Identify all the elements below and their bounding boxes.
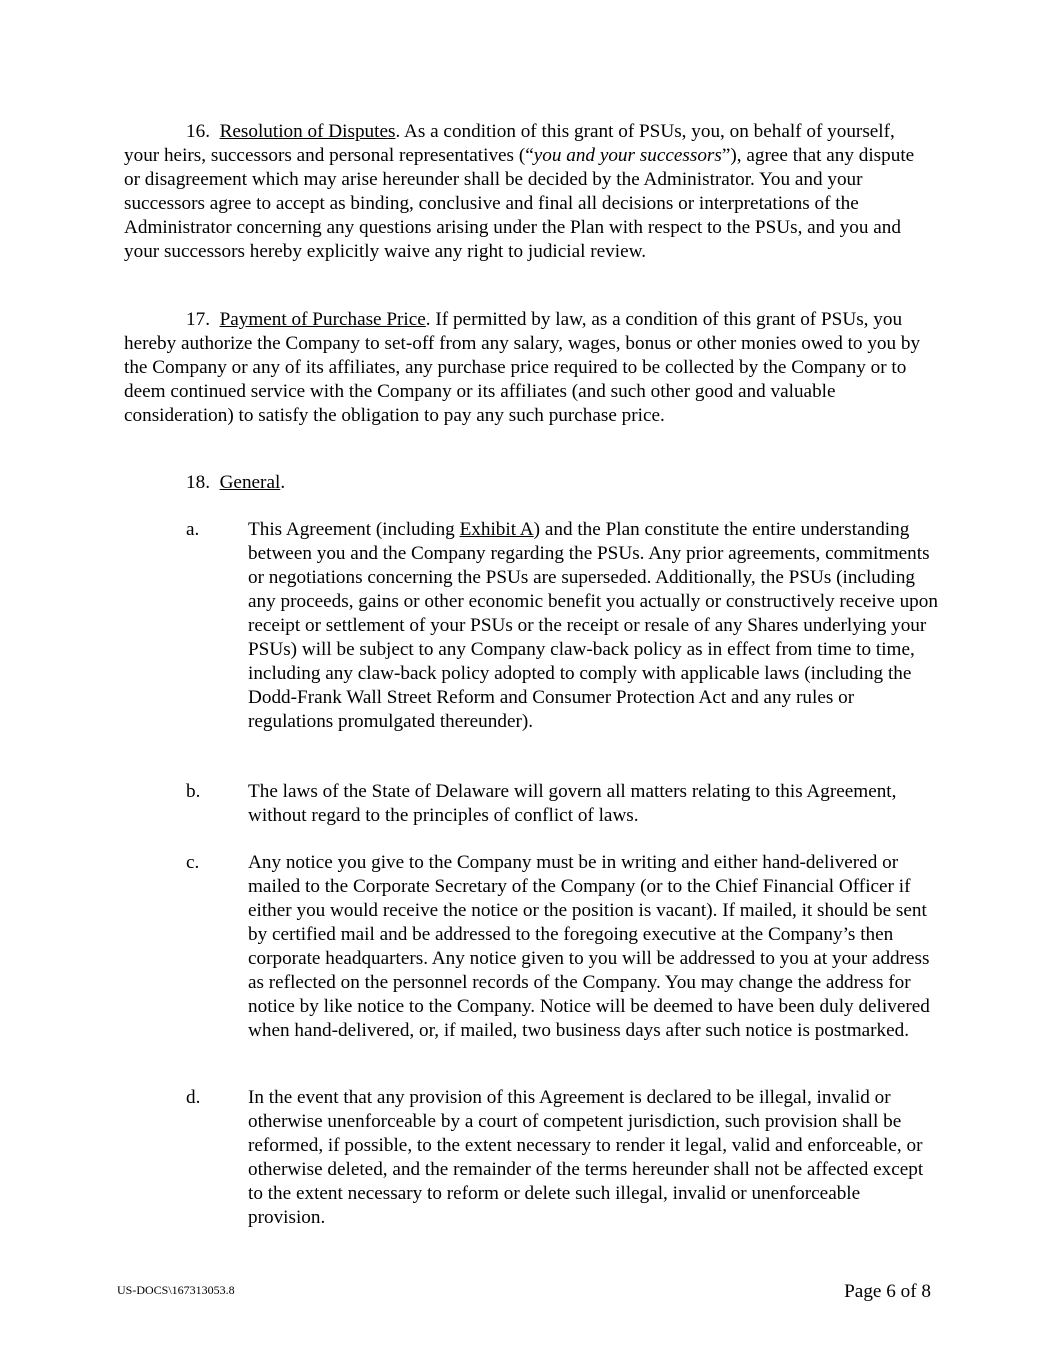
section-17-number: 17. xyxy=(186,309,210,330)
section-16-italic: you and your successors xyxy=(533,145,722,166)
item-a-text-1: This Agreement (including xyxy=(248,519,460,540)
item-a-text-2: ) and the Plan constitute the entire understanding between you and the Company regarding the PSUs. Any prior agreements, commitments or negotiations concerning the PSUs are superseded. Additionally, the PSUs (including any proceeds, gains or other economic benefit you actually or constructively receive upon receipt or settlement of your PSUs or the receipt or resale of any Shares underlying your PSUs) will be subject to any Company claw-back policy as in effect from time to time, including any claw-back policy adopted to comply with applicable laws (including the Dodd-Frank Wall Street Reform and Consumer Protection Act and any rules or regulations promulgated thereunder). xyxy=(248,519,938,732)
item-a-text xyxy=(248,518,938,734)
section-16-text-2: ”), agree that any dispute or disagreement which may arise hereunder shall be decided by the Administrator. You and your successors agree to accept as binding, conclusive and final all decisions or interpretations of the Administrator concerning any questions arising under the Plan with respect to the PSUs, and you and your successors hereby explicitly waive any right to judicial review. xyxy=(124,145,915,262)
section-17-paragraph xyxy=(124,308,930,428)
item-b-letter: b. xyxy=(186,781,201,802)
section-18-number: 18. xyxy=(186,472,210,493)
section-18-heading xyxy=(186,471,285,495)
section-16-title: Resolution of Disputes xyxy=(219,121,396,142)
exhibit-a-link[interactable]: Exhibit A xyxy=(459,519,534,540)
section-17-title: Payment of Purchase Price xyxy=(219,309,426,330)
item-c-text: Any notice you give to the Company must be in writing and either hand-delivered or mailed to the Corporate Secretary of the Company (or to the Chief Financial Officer if either you would receive the notice or the position is vacant). If mailed, it should be sent by certified mail and be addressed to the foregoing executive at the Company’s then corporate headquarters. Any notice given to you will be addressed to you at your address as reflected on the personnel records of the Company. You may change the address for notice by like notice to the Company. Notice will be deemed to have been duly delivered when hand-delivered, or, if mailed, two business days after such notice is postmarked. xyxy=(248,852,930,1041)
section-18-period: . xyxy=(280,472,286,493)
item-b-text: The laws of the State of Delaware will govern all matters relating to this Agreement, without regard to the principles of conflict of laws. xyxy=(248,781,897,826)
item-c-letter: c. xyxy=(186,852,200,873)
item-a-letter: a. xyxy=(186,519,200,540)
section-16-paragraph xyxy=(124,120,930,264)
footer-page-number: Page 6 of 8 xyxy=(844,1281,931,1302)
section-16-text-1: . As a condition of this grant of PSUs, you, on behalf of yourself, your heirs, successors and personal representatives (“ xyxy=(124,121,895,166)
footer-document-id: US-DOCS\167313053.8 xyxy=(117,1283,235,1297)
section-18-title: General xyxy=(219,472,281,493)
item-d-letter: d. xyxy=(186,1087,201,1108)
item-d-text: In the event that any provision of this Agreement is declared to be illegal, invalid or otherwise unenforceable by a court of competent jurisdiction, such provision shall be reformed, if possible, to the extent necessary to render it legal, valid and enforceable, or otherwise deleted, and the remainder of the terms hereunder shall not be affected except to the extent necessary to reform or delete such illegal, invalid or unenforceable provision. xyxy=(248,1087,924,1228)
section-17-text: . If permitted by law, as a condition of this grant of PSUs, you hereby authorize the Company to set-off from any salary, wages, bonus or other monies owed to you by the Company or any of its affiliates, any purchase price required to be collected by the Company or to deem continued service with the Company or its affiliates (and such other good and valuable consideration) to satisfy the obligation to pay any such purchase price. xyxy=(124,309,921,426)
section-16-number: 16. xyxy=(186,121,210,142)
